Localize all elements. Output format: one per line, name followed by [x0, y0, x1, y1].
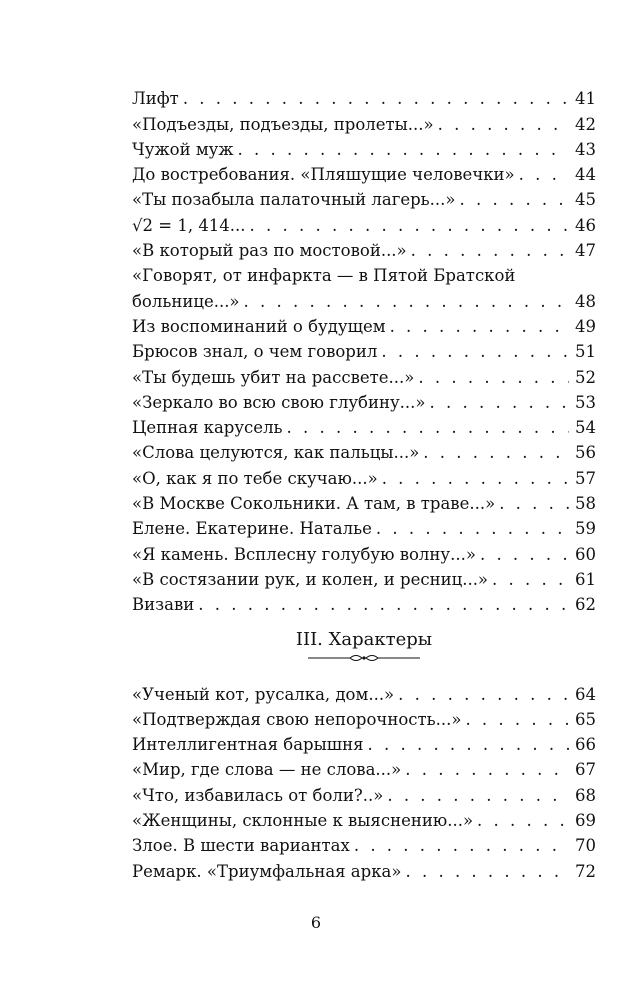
toc-entry [132, 135, 596, 160]
toc-entry-title: «Ты будешь убит на рассвете...» [132, 367, 415, 387]
leader-dots [405, 862, 569, 882]
toc-entry-page: 70 [575, 836, 596, 856]
leader-dots [287, 418, 569, 438]
toc-entry-page: 62 [575, 595, 596, 615]
toc-entry-title: «Говорят, от инфаркта — в Пятой Братской [132, 266, 516, 286]
leader-dots [477, 811, 569, 831]
toc-entry-page: 56 [575, 443, 596, 463]
toc-entry [132, 514, 596, 539]
toc-entry-title: «Женщины, склонные к выяснению...» [132, 811, 474, 831]
toc-entry-title: «Зеркало во всю свою глубину...» [132, 392, 426, 412]
toc-entry-title: «В состязании рук, и колен, и ресниц...» [132, 569, 489, 589]
toc-entry [132, 160, 596, 185]
toc-entry-title: «Ты позабыла палаточный лагерь...» [132, 190, 456, 210]
table-of-contents-page [132, 84, 596, 882]
toc-entry [132, 831, 596, 856]
toc-entry-page: 69 [575, 811, 596, 831]
toc-entry-title: «Что, избавилась от боли?..» [132, 785, 384, 805]
toc-entry-page: 47 [575, 241, 596, 261]
toc-entry [132, 755, 596, 780]
toc-entry-title: Визави [132, 595, 195, 615]
section-heading: III. Характеры [295, 629, 433, 651]
toc-entry-page: 46 [575, 215, 596, 235]
toc-entry-page: 49 [575, 316, 596, 336]
toc-entry-title: Цепная карусель [132, 418, 283, 438]
toc-entry-page: 43 [575, 139, 596, 159]
toc-entry [132, 463, 596, 488]
toc-entry-title: «О, как я по тебе скучаю...» [132, 468, 378, 488]
leader-dots [387, 786, 569, 806]
toc-entry-title: Брюсов знал, о чем говорил [132, 342, 378, 362]
leader-dots [430, 393, 570, 413]
leader-dots [418, 368, 569, 388]
leader-dots [376, 519, 569, 539]
toc-entry-title: «Мир, где слова — не слова...» [132, 760, 402, 780]
toc-entry [132, 539, 596, 564]
toc-entry-page: 66 [575, 735, 596, 755]
toc-entry-title: Елене. Екатерине. Наталье [132, 519, 372, 539]
leader-dots [367, 735, 569, 755]
leader-dots [405, 760, 569, 780]
leader-dots [465, 710, 569, 730]
toc-entry [132, 730, 596, 755]
leader-dots [492, 570, 569, 590]
leader-dots [183, 89, 569, 109]
leader-dots [398, 685, 569, 705]
toc-entry-page: 57 [575, 468, 596, 488]
toc-entry [132, 780, 596, 805]
toc-entry-title: Из воспоминаний о будущем [132, 316, 386, 336]
toc-entry [132, 185, 596, 210]
toc-list-part3 [132, 679, 596, 881]
leader-dots [250, 216, 569, 236]
toc-entry [132, 388, 596, 413]
toc-list-part2 [132, 312, 596, 616]
leader-dots [354, 836, 569, 856]
leader-dots [411, 241, 569, 261]
toc-entry [132, 210, 596, 235]
leader-dots [459, 190, 569, 210]
toc-entry [132, 705, 596, 730]
toc-entry-wrapped [132, 261, 596, 312]
toc-entry [132, 679, 596, 704]
toc-entry-page: 51 [575, 342, 596, 362]
toc-entry [132, 806, 596, 831]
toc-entry-page: 64 [575, 684, 596, 704]
toc-entry-title: «В который раз по мостовой...» [132, 241, 407, 261]
leader-dots [382, 469, 569, 489]
toc-entry-page: 42 [575, 114, 596, 134]
toc-entry-title: «Слова целуются, как пальцы...» [132, 443, 420, 463]
leader-dots [519, 165, 569, 185]
toc-entry-page: 58 [575, 494, 596, 514]
leader-dots [381, 342, 569, 362]
toc-entry-page: 52 [575, 367, 596, 387]
toc-entry-title: Чужой муж [132, 139, 234, 159]
toc-entry-title: «Я камень. Всплесну голубую волну...» [132, 544, 476, 564]
toc-entry [132, 84, 596, 109]
toc-entry-page: 41 [575, 89, 596, 109]
toc-entry-title: Ремарк. «Триумфальная арка» [132, 861, 402, 881]
toc-entry-page: 67 [575, 760, 596, 780]
toc-entry-page: 60 [575, 544, 596, 564]
toc-entry [132, 856, 596, 881]
leader-dots [390, 317, 569, 337]
toc-entry-title-cont: больнице...» [132, 291, 240, 311]
toc-entry [132, 438, 596, 463]
leader-dots [499, 494, 569, 514]
toc-entry-title: До востребования. «Пляшущие человечки» [132, 165, 515, 185]
toc-entry [132, 362, 596, 387]
toc-entry-title: Интеллигентная барышня [132, 735, 364, 755]
toc-entry-page: 61 [575, 569, 596, 589]
toc-entry [132, 236, 596, 261]
toc-entry-title: «Подъезды, подъезды, пролеты...» [132, 114, 434, 134]
toc-entry-title: √2 = 1, 414... [132, 215, 246, 235]
ornament-divider-icon [304, 653, 424, 663]
toc-entry [132, 109, 596, 134]
leader-dots [423, 443, 569, 463]
toc-entry-page: 72 [575, 861, 596, 881]
toc-entry-page: 68 [575, 785, 596, 805]
leader-dots [198, 595, 569, 615]
toc-entry-page: 59 [575, 519, 596, 539]
toc-entry [132, 565, 596, 590]
toc-entry-page: 53 [575, 392, 596, 412]
leader-dots [438, 115, 569, 135]
leader-dots [244, 292, 569, 312]
toc-entry [132, 312, 596, 337]
toc-entry-title: «Ученый кот, русалка, дом...» [132, 684, 395, 704]
toc-entry-page: 44 [575, 165, 596, 185]
toc-entry [132, 337, 596, 362]
toc-entry-title: Злое. В шести вариантах [132, 836, 350, 856]
toc-entry-title: Лифт [132, 89, 179, 109]
toc-list-part1 [132, 84, 596, 261]
toc-entry-title: «Подтверждая свою непорочность...» [132, 709, 462, 729]
toc-entry [132, 489, 596, 514]
toc-entry-page: 48 [575, 291, 596, 311]
toc-entry-page: 54 [575, 418, 596, 438]
leader-dots [238, 140, 569, 160]
toc-entry-page: 65 [575, 709, 596, 729]
toc-entry [132, 413, 596, 438]
leader-dots [480, 545, 569, 565]
toc-entry-page: 45 [575, 190, 596, 210]
toc-entry [132, 590, 596, 615]
page-number: 6 [310, 913, 322, 932]
toc-entry-title: «В Москве Сокольники. А там, в траве...» [132, 494, 496, 514]
